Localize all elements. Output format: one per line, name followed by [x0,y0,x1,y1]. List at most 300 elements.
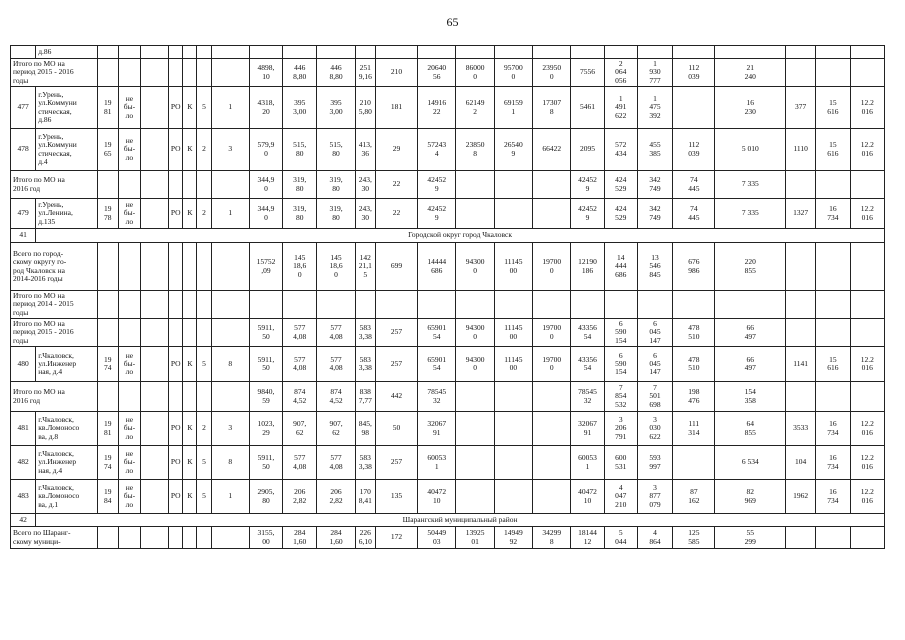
row-number-cell: 477 [11,87,36,129]
empty-cell [183,291,197,319]
empty-cell [141,446,169,480]
empty-cell [118,382,140,412]
type-cell: РО [169,87,183,129]
value-cell: 12190 186 [571,243,604,291]
empty-cell [97,59,118,87]
floors-cell: 2 [197,129,211,171]
value-cell: 5 044 [604,527,637,549]
value-cell: 50 [375,412,417,446]
value-cell: 7 501 698 [637,382,672,412]
value-cell: 446 8,80 [317,59,355,87]
value-cell: 413, 36 [355,129,375,171]
value-cell: 17307 8 [533,87,571,129]
value-cell: 74 445 [673,171,715,199]
value-cell: 95700 0 [494,59,532,87]
value-cell: 6 534 [715,446,786,480]
value-cell: 181 [375,87,417,129]
value-cell: 111 314 [673,412,715,446]
section-number-cell: 42 [11,514,36,527]
address-cell: г.Чкаловск, кв.Ломоносо ва, д.8 [36,412,97,446]
year-cell: 19 74 [97,347,118,382]
value-cell: 5 010 [715,129,786,171]
empty-cell [141,480,169,514]
empty-cell [183,243,197,291]
value-cell: 210 [375,59,417,87]
year-cell: 19 78 [97,199,118,229]
empty-cell [456,46,494,59]
value-cell [494,382,532,412]
value-cell: 446 8,80 [283,59,317,87]
value-cell: 424 529 [604,199,637,229]
value-cell [418,291,456,319]
empty-cell [604,46,637,59]
empty-cell [183,59,197,87]
table-row [11,46,885,59]
value-cell [816,171,850,199]
value-cell: 87 162 [673,480,715,514]
value-cell: 243, 30 [355,199,375,229]
value-cell: 64 855 [715,412,786,446]
value-cell: 699 [375,243,417,291]
value-cell: 6 045 147 [637,319,672,347]
value-cell: 42452 9 [571,199,604,229]
value-cell [786,171,816,199]
row-number-cell: 482 [11,446,36,480]
table-row [11,412,885,446]
empty-cell [211,243,249,291]
value-cell: 13925 01 [456,527,494,549]
status-cell: не бы- ло [118,480,140,514]
value-cell: 104 [786,446,816,480]
value-cell: 577 4,08 [317,446,355,480]
value-cell: 284 1,60 [283,527,317,549]
value-cell: 19700 0 [533,319,571,347]
value-cell [494,171,532,199]
empty-cell [97,171,118,199]
value-cell: 838 7,77 [355,382,375,412]
empty-cell [118,171,140,199]
value-cell: 12.2 016 [850,87,884,129]
table-row [11,229,885,243]
total-label-cell: Итого по МО на период 2015 - 2016 годы [11,319,98,347]
value-cell: 7 335 [715,199,786,229]
value-cell: 206 2,82 [317,480,355,514]
table-row [11,171,885,199]
table-row [11,129,885,171]
value-cell: 395 3,00 [283,87,317,129]
status-cell: не бы- ло [118,446,140,480]
value-cell: 112 039 [673,129,715,171]
address-cell: г.Урень, ул.Коммуни стическая, д.4 [36,129,97,171]
value-cell: 18144 12 [571,527,604,549]
value-cell: 19700 0 [533,243,571,291]
empty-cell [141,87,169,129]
value-cell: 14444 686 [418,243,456,291]
empty-cell [418,46,456,59]
type-cell: РО [169,480,183,514]
value-cell [673,291,715,319]
value-cell: 57243 4 [418,129,456,171]
value-cell: 5911, 50 [249,347,282,382]
value-cell: 1023, 29 [249,412,282,446]
value-cell [317,291,355,319]
value-cell: 4 864 [637,527,672,549]
value-cell: 577 4,08 [283,347,317,382]
value-cell: 442 [375,382,417,412]
entrances-cell: 8 [211,347,249,382]
floors-cell: 5 [197,87,211,129]
address-cell: г.Чкаловск, кв.Ломоносо ва, д.1 [36,480,97,514]
value-cell: 1 475 392 [637,87,672,129]
value-cell [850,59,884,87]
value-cell: 154 358 [715,382,786,412]
floors-cell: 5 [197,446,211,480]
value-cell [850,171,884,199]
value-cell: 16 734 [816,446,850,480]
value-cell [850,319,884,347]
empty-cell [183,171,197,199]
value-cell: 62149 2 [456,87,494,129]
value-cell: 4898, 10 [249,59,282,87]
value-cell: 4 047 210 [604,480,637,514]
value-cell: 43356 54 [571,347,604,382]
value-cell: 16 230 [715,87,786,129]
empty-cell [197,382,211,412]
page-number: 65 [446,15,459,29]
empty-cell [141,199,169,229]
value-cell: 319, 80 [283,171,317,199]
value-cell [533,171,571,199]
material-cell: К [183,199,197,229]
year-cell: 19 81 [97,87,118,129]
value-cell: 22 [375,171,417,199]
value-cell: 82 969 [715,480,786,514]
value-cell: 3 877 079 [637,480,672,514]
value-cell: 15752 ,09 [249,243,282,291]
empty-cell [211,59,249,87]
value-cell: 3533 [786,412,816,446]
value-cell: 12.2 016 [850,347,884,382]
value-cell: 5911, 50 [249,319,282,347]
value-cell: 11145 00 [494,319,532,347]
table-row [11,514,885,527]
value-cell: 112 039 [673,59,715,87]
value-cell [715,291,786,319]
value-cell: 583 3,38 [355,347,375,382]
value-cell: 257 [375,347,417,382]
value-cell: 251 9,16 [355,59,375,87]
value-cell: 257 [375,446,417,480]
material-cell: К [183,129,197,171]
value-cell [850,382,884,412]
value-cell: 874 4,52 [317,382,355,412]
table-row [11,291,885,319]
material-cell: К [183,412,197,446]
value-cell: 29 [375,129,417,171]
value-cell: 7 854 532 [604,382,637,412]
value-cell: 21 240 [715,59,786,87]
empty-cell [169,171,183,199]
value-cell: 94300 0 [456,243,494,291]
empty-cell [169,527,183,549]
empty-cell [571,46,604,59]
empty-cell [317,46,355,59]
value-cell: 60053 1 [571,446,604,480]
row-number-cell: 478 [11,129,36,171]
value-cell [456,480,494,514]
value-cell: 478 510 [673,319,715,347]
empty-cell [211,171,249,199]
empty-cell [97,382,118,412]
value-cell: 15 616 [816,87,850,129]
value-cell [816,527,850,549]
material-cell: К [183,87,197,129]
value-cell: 593 997 [637,446,672,480]
empty-cell [249,46,282,59]
type-cell: РО [169,199,183,229]
entrances-cell: 1 [211,199,249,229]
empty-cell [169,243,183,291]
empty-cell [97,243,118,291]
year-cell: 19 65 [97,129,118,171]
value-cell [533,291,571,319]
value-cell [786,382,816,412]
value-cell: 60053 1 [418,446,456,480]
empty-cell [141,46,169,59]
value-cell: 135 [375,480,417,514]
value-cell [816,59,850,87]
address-cell: г.Чкаловск, ул.Инженер ная, д.4 [36,347,97,382]
empty-cell [211,382,249,412]
value-cell: 583 3,38 [355,319,375,347]
value-cell [786,319,816,347]
year-cell: 19 81 [97,412,118,446]
value-cell [249,291,282,319]
value-cell: 2 064 056 [604,59,637,87]
value-cell: 16 734 [816,412,850,446]
value-cell: 4318, 20 [249,87,282,129]
value-cell [533,412,571,446]
empty-cell [197,243,211,291]
value-cell: 12.2 016 [850,199,884,229]
value-cell [850,527,884,549]
value-cell: 172 [375,527,417,549]
value-cell: 125 585 [673,527,715,549]
material-cell: К [183,347,197,382]
value-cell: 577 4,08 [283,319,317,347]
value-cell: 344,9 0 [249,171,282,199]
row-number-cell [11,46,36,59]
empty-cell [169,59,183,87]
empty-cell [197,319,211,347]
empty-cell [97,319,118,347]
empty-cell [169,291,183,319]
value-cell [786,291,816,319]
empty-cell [211,319,249,347]
table-row [11,527,885,549]
value-cell: 12.2 016 [850,412,884,446]
value-cell [375,291,417,319]
value-cell [283,291,317,319]
empty-cell [141,59,169,87]
empty-cell [850,46,884,59]
empty-cell [637,46,672,59]
value-cell: 65901 54 [418,319,456,347]
empty-cell [816,46,850,59]
value-cell: 16 734 [816,480,850,514]
value-cell [850,291,884,319]
empty-cell [97,291,118,319]
value-cell: 3155, 00 [249,527,282,549]
value-cell: 6 590 154 [604,347,637,382]
empty-cell [169,46,183,59]
empty-cell [118,243,140,291]
empty-cell [183,319,197,347]
value-cell: 577 4,08 [317,319,355,347]
empty-cell [141,382,169,412]
empty-cell [375,46,417,59]
value-cell: 243, 30 [355,171,375,199]
value-cell: 579,9 0 [249,129,282,171]
value-cell: 907, 62 [317,412,355,446]
value-cell: 15 616 [816,347,850,382]
value-cell: 42452 9 [571,171,604,199]
value-cell: 220 855 [715,243,786,291]
empty-cell [715,46,786,59]
value-cell: 342 749 [637,199,672,229]
table-row [11,87,885,129]
type-cell: РО [169,129,183,171]
table-row [11,59,885,87]
value-cell: 55 299 [715,527,786,549]
value-cell: 344,9 0 [249,199,282,229]
empty-cell [141,291,169,319]
address-cell: г.Урень, ул.Ленина, д.135 [36,199,97,229]
value-cell: 23850 8 [456,129,494,171]
value-cell [456,291,494,319]
value-cell: 42452 9 [418,199,456,229]
total-label-cell: Итого по МО на 2016 год [11,171,98,199]
entrances-cell: 8 [211,446,249,480]
floors-cell: 5 [197,347,211,382]
value-cell: 69159 1 [494,87,532,129]
empty-cell [197,171,211,199]
value-cell: 1110 [786,129,816,171]
value-cell: 16 734 [816,199,850,229]
empty-cell [183,46,197,59]
value-cell: 583 3,38 [355,446,375,480]
value-cell: 14 444 686 [604,243,637,291]
address-cell: д.86 [36,46,97,59]
value-cell [533,446,571,480]
empty-cell [283,46,317,59]
floors-cell: 2 [197,199,211,229]
status-cell: не бы- ло [118,412,140,446]
value-cell [456,199,494,229]
type-cell: РО [169,446,183,480]
value-cell: 319, 80 [317,199,355,229]
value-cell [786,59,816,87]
value-cell: 257 [375,319,417,347]
value-cell: 22 [375,199,417,229]
value-cell: 1 930 777 [637,59,672,87]
empty-cell [141,243,169,291]
value-cell [533,382,571,412]
empty-cell [141,527,169,549]
row-number-cell: 479 [11,199,36,229]
value-cell: 65901 54 [418,347,456,382]
value-cell: 478 510 [673,347,715,382]
value-cell: 66 497 [715,319,786,347]
table-row [11,382,885,412]
value-cell: 78545 32 [418,382,456,412]
year-cell: 19 74 [97,446,118,480]
empty-cell [141,171,169,199]
value-cell [456,412,494,446]
value-cell: 395 3,00 [317,87,355,129]
table-row [11,480,885,514]
value-cell: 19700 0 [533,347,571,382]
entrances-cell: 3 [211,412,249,446]
empty-cell [118,527,140,549]
value-cell: 1327 [786,199,816,229]
value-cell: 7 335 [715,171,786,199]
section-number-cell: 41 [11,229,36,243]
address-cell: г.Чкаловск, ул.Инженер ная, д.4 [36,446,97,480]
empty-cell [97,527,118,549]
table-row [11,243,885,291]
section-title-cell: Городской округ город Чкаловск [36,229,885,243]
value-cell: 907, 62 [283,412,317,446]
value-cell: 23950 0 [533,59,571,87]
value-cell: 32067 91 [571,412,604,446]
value-cell [571,291,604,319]
value-cell [673,446,715,480]
value-cell: 20640 56 [418,59,456,87]
value-cell: 42452 9 [418,171,456,199]
value-cell [816,319,850,347]
empty-cell [673,46,715,59]
section-title-cell: Шарангский муниципальный район [36,514,885,527]
value-cell: 14916 22 [418,87,456,129]
empty-cell [141,412,169,446]
value-cell: 14949 92 [494,527,532,549]
value-cell: 874 4,52 [283,382,317,412]
value-cell: 845, 98 [355,412,375,446]
entrances-cell: 1 [211,480,249,514]
empty-cell [197,527,211,549]
value-cell [816,382,850,412]
total-label-cell: Итого по МО на 2016 год [11,382,98,412]
empty-cell [118,319,140,347]
entrances-cell: 3 [211,129,249,171]
empty-cell [211,291,249,319]
value-cell: 94300 0 [456,347,494,382]
value-cell [850,243,884,291]
empty-cell [141,129,169,171]
value-cell: 12.2 016 [850,129,884,171]
value-cell: 11145 00 [494,243,532,291]
value-cell: 1 491 622 [604,87,637,129]
value-cell: 142 21,1 5 [355,243,375,291]
empty-cell [118,59,140,87]
empty-cell [211,527,249,549]
empty-cell [197,291,211,319]
address-cell: г.Урень, ул.Коммуни стическая, д.86 [36,87,97,129]
empty-cell [141,319,169,347]
row-number-cell: 481 [11,412,36,446]
table-row [11,199,885,229]
